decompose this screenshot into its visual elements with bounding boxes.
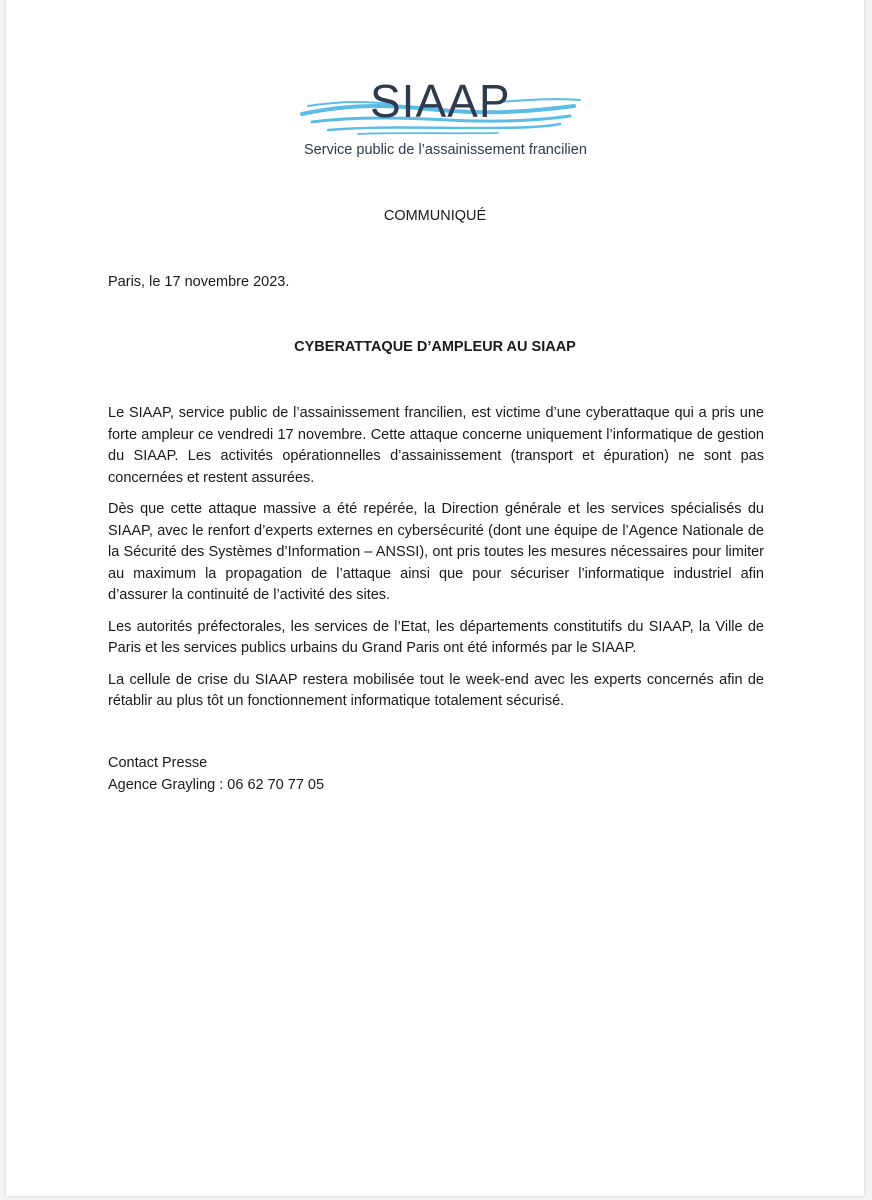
paragraph: Dès que cette attaque massive a été repérée, la Direction générale et les services spécialisés du SIAAP, avec le renfort d’experts externes en cybersécurité (dont une équipe de l’Agence Nationale de la Sécurité des Systèmes d’Information – ANSSI), ont pris toutes les mesures nécessaires pour limiter au maximum la propagation de l’attaque ainsi que pour sécuriser l’informatique industriel afin d’assurer la continuité de l’activité des sites. xyxy=(108,501,764,603)
dateline: Paris, le 17 novembre 2023. xyxy=(108,274,290,290)
paragraph: Les autorités préfectorales, les services de l’Etat, les départements constitutifs du SIAAP, la Ville de Paris et les services publics urbains du Grand Paris ont été informés par le SIAAP. xyxy=(108,618,764,656)
paragraph: La cellule de crise du SIAAP restera mobilisée tout le week-end avec les experts concernés afin de rétablir au plus tôt un fonctionnement informatique totalement sécurisé. xyxy=(108,671,764,709)
contact-heading: Contact Presse xyxy=(108,755,208,771)
siaap-logo xyxy=(298,76,588,166)
press-release-title: CYBERATTAQUE D’AMPLEUR AU SIAAP xyxy=(294,339,576,355)
logo-wordmark: SIAAP xyxy=(370,75,511,127)
logo-tagline: Service public de l’assainissement francilien xyxy=(304,142,587,158)
paragraph: Le SIAAP, service public de l’assainissement francilien, est victime d’une cyberattaque qui a pris une forte ampleur ce vendredi 17 novembre. Cette attaque concerne uniquement l’informatique de gestion du SIAAP. Les activités opérationnelles d’assainissement (transport et épuration) ne sont pas concernées et restent assurées. xyxy=(108,405,764,486)
press-release-body xyxy=(108,403,764,723)
press-contact xyxy=(108,752,324,796)
document-page xyxy=(6,0,864,1196)
document-type: COMMUNIQUÉ xyxy=(383,208,487,224)
contact-line: Agence Grayling : 06 62 70 77 05 xyxy=(108,777,325,793)
